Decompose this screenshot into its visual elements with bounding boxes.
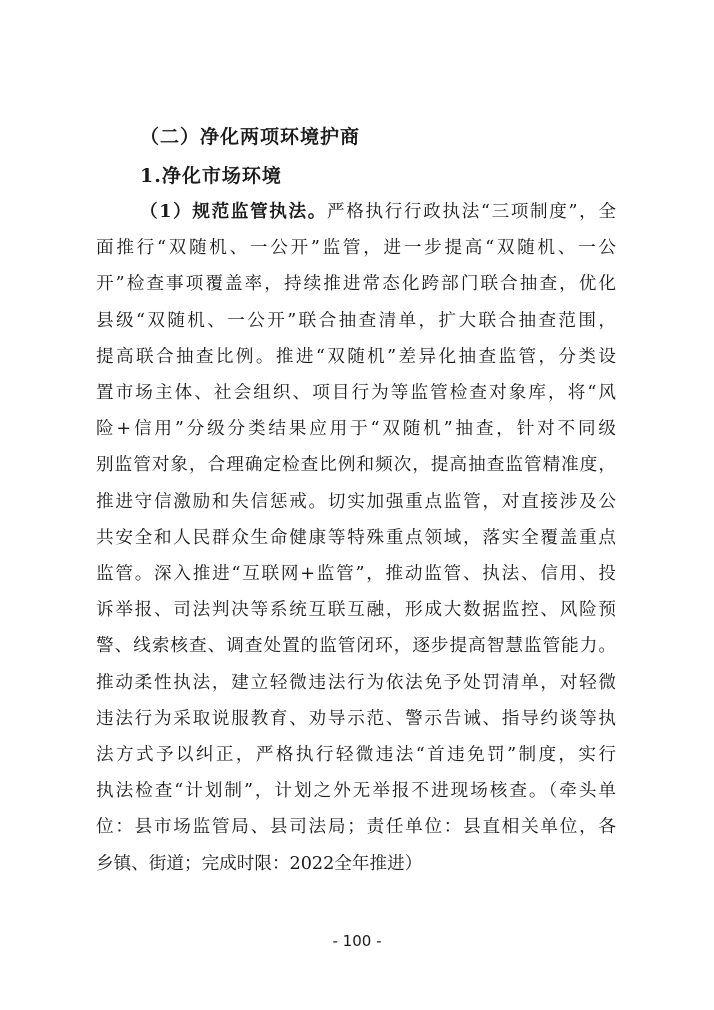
paragraph-line: 警、线索核查、调查处置的监管闭环，逐步提高智慧监管能力。 xyxy=(96,636,616,657)
paragraph-line: 执法检查“计划制”，计划之外无举报不进现场核查。（牵头单 xyxy=(96,781,616,802)
paragraph-line: 推进守信激励和失信惩戒。切实加强重点监管，对直接涉及公 xyxy=(96,491,616,512)
paragraph-lead-bold: （1）规范监管执法。 xyxy=(140,201,328,222)
paragraph-line: 险+信用”分级分类结果应用于“双随机”抽查，针对不同级 xyxy=(96,419,616,440)
paragraph-line: 位：县市场监管局、县司法局；责任单位：县直相关单位，各 xyxy=(96,817,616,838)
paragraph-line: 乡镇、街道；完成时限：2022全年推进） xyxy=(96,853,423,874)
paragraph-line: 别监管对象，合理确定检查比例和频次，提高抽查监管精准度， xyxy=(96,455,616,476)
paragraph-line: 监管。深入推进“互联网+监管”，推动监管、执法、信用、投 xyxy=(96,564,616,584)
paragraph-line: 县级“双随机、一公开”联合抽查清单，扩大联合抽查范围， xyxy=(96,310,616,331)
subsection-heading: 1.净化市场环境 xyxy=(140,165,282,187)
paragraph-line: 违法行为采取说服教育、劝导示范、警示告诫、指导约谈等执 xyxy=(96,708,616,729)
section-heading: （二）净化两项环境护商 xyxy=(140,126,361,148)
paragraph-line: 面推行“双随机、一公开”监管，进一步提高“双随机、一公 xyxy=(96,238,616,259)
paragraph-line-text: 严格执行行政执法“三项制度”，全 xyxy=(327,202,616,222)
paragraph-line: 诉举报、司法判决等系统互联互融，形成大数据监控、风险预 xyxy=(96,600,616,621)
page-number: - 100 - xyxy=(332,932,382,950)
paragraph-line: 开”检查事项覆盖率，持续推进常态化跨部门联合抽查，优化 xyxy=(96,274,616,295)
paragraph-line: 置市场主体、社会组织、项目行为等监管检查对象库，将“风 xyxy=(96,383,616,403)
paragraph-line: 共安全和人民群众生命健康等特殊重点领域，落实全覆盖重点 xyxy=(96,527,616,548)
paragraph-line: 提高联合抽查比例。推进“双随机”差异化抽查监管，分类设 xyxy=(96,346,616,367)
paragraph-line: 法方式予以纠正，严格执行轻微违法“首违免罚”制度，实行 xyxy=(96,745,616,765)
paragraph-line: 推动柔性执法，建立轻微违法行为依法免予处罚清单，对轻微 xyxy=(96,672,616,693)
paragraph-first-line xyxy=(140,200,616,224)
